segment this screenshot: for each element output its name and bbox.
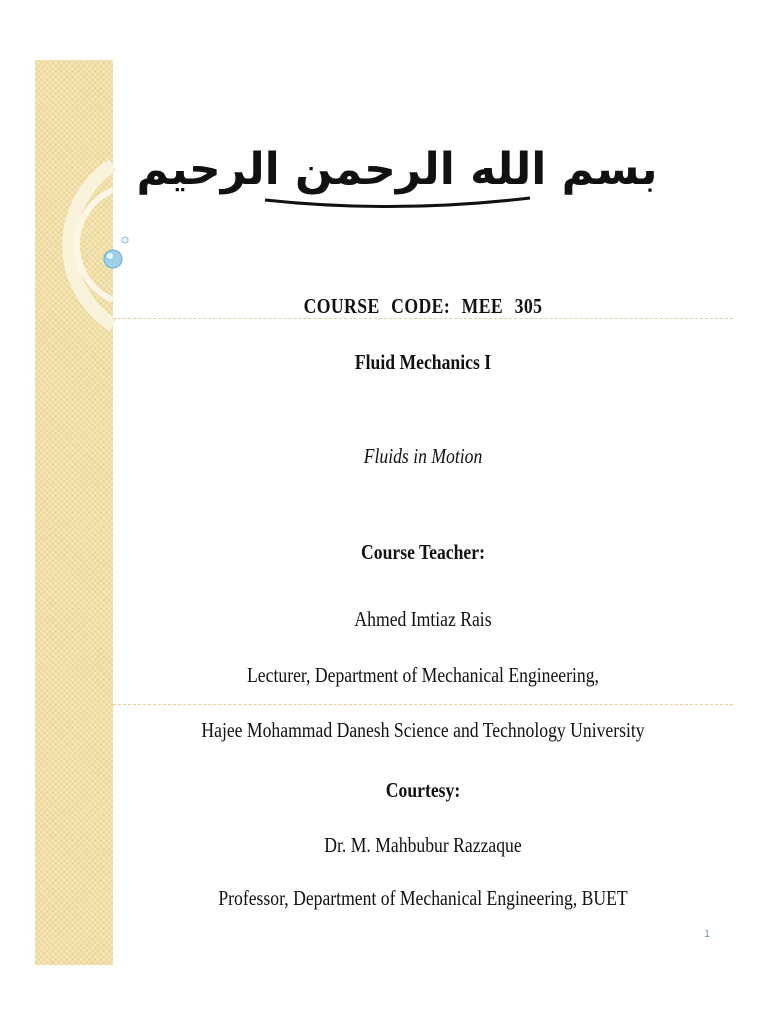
course-title: Fluid Mechanics I [354,350,492,374]
divider-middle [113,704,733,705]
courtesy-position: Professor, Department of Mechanical Engineering, BUET [218,886,628,910]
teacher-name: Ahmed Imtiaz Rais [354,607,492,631]
courtesy-heading: Courtesy: [385,778,461,802]
basmala-calligraphy [136,122,658,222]
teacher-institution: Hajee Mohammad Danesh Science and Technology University [201,718,645,742]
page-number: 1 [704,928,711,940]
calligraphy-stroke [265,198,530,207]
teacher-position: Lecturer, Department of Mechanical Engineering, [247,663,599,687]
course-code: COURSE CODE: MEE 305 [303,294,543,318]
courtesy-name: Dr. M. Mahbubur Razzaque [324,833,522,857]
small-bubble-icon [122,237,128,243]
basmala-text: بسم الله الرحمن الرحيم [136,144,658,195]
course-subtitle: Fluids in Motion [363,444,483,468]
teacher-heading: Course Teacher: [361,540,485,564]
decorative-side-band [35,60,113,965]
